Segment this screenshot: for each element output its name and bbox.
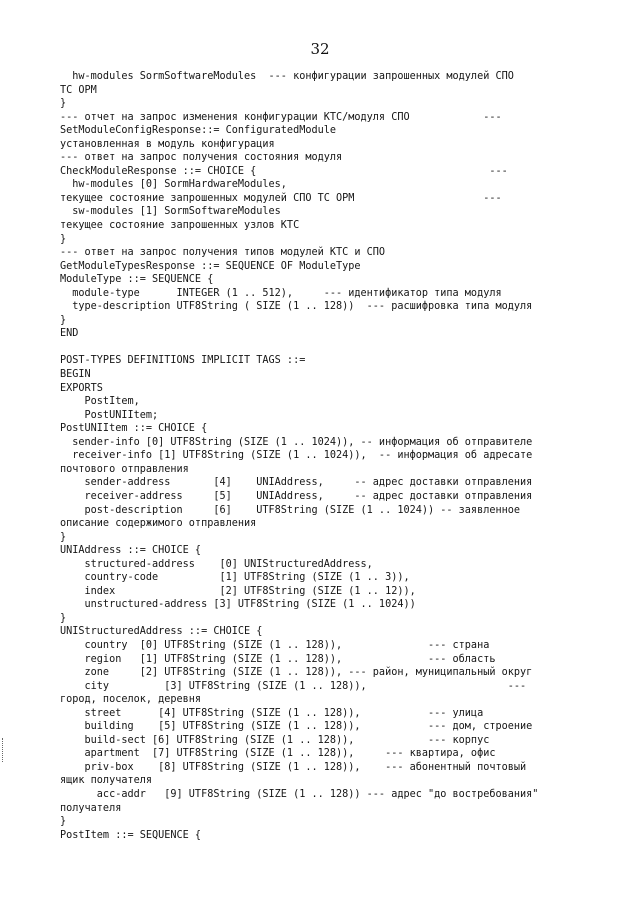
code-line: UNIAddress ::= CHOICE { [60,545,202,557]
code-line: } [60,612,67,624]
code-line: CheckModuleResponse ::= CHOICE { --- [60,165,508,177]
code-line: город, поселок, деревня [60,694,202,706]
code-line: BEGIN [60,369,91,381]
code-line: sender-address [4] UNIAddress, -- адрес доставки отправления [60,477,533,489]
code-line: module-type INTEGER (1 .. 512), --- идентификатор типа модуля [60,287,502,299]
code-line: получателя [60,802,122,814]
code-line: PostUNIItem; [60,409,159,421]
code-line: --- ответ на запрос получения типов модулей КТС и СПО [60,247,386,259]
code-line: country-code [1] UTF8String (SIZE (1 .. 3)), [60,572,410,584]
code-line: текущее состояние запрошенных модулей СПО ТС ОРМ --- [60,192,502,204]
code-line: apartment [7] UTF8String (SIZE (1 .. 128)), --- квартира, офис [60,748,496,760]
code-line: } [60,233,67,245]
code-line: receiver-address [5] UNIAddress, -- адрес доставки отправления [60,490,533,502]
code-line: ModuleType ::= SEQUENCE { [60,274,214,286]
code-line: ТС ОРМ [60,84,97,96]
code-line: текущее состояние запрошенных узлов КТС [60,220,300,232]
code-line: zone [2] UTF8String (SIZE (1 .. 128)), --- район, муниципальный округ [60,667,533,679]
margin-mark [2,738,9,762]
code-line: EXPORTS [60,382,103,394]
code-line: receiver-info [1] UTF8String (SIZE (1 .. 1024)), -- информация об адресате [60,450,533,462]
code-line: sender-info [0] UTF8String (SIZE (1 .. 1024)), -- информация об отправителе [60,436,533,448]
code-line: build-sect [6] UTF8String (SIZE (1 .. 128)), --- корпус [60,734,490,746]
code-line: type-description UTF8String ( SIZE (1 .. 128)) --- расшифровка типа модуля [60,301,533,313]
code-line: } [60,98,67,110]
code-line: country [0] UTF8String (SIZE (1 .. 128)), --- страна [60,639,490,651]
code-line: PostItem ::= SEQUENCE { [60,829,202,841]
code-line: POST-TYPES DEFINITIONS IMPLICIT TAGS ::= [60,355,306,367]
code-line: почтового отправления [60,463,189,475]
code-line: acc-addr [9] UTF8String (SIZE (1 .. 128)) --- адрес "до востребования" [60,788,539,800]
code-line: ящик получателя [60,775,153,787]
code-line: hw-modules [0] SormHardwareModules, [60,179,287,191]
code-line: priv-box [8] UTF8String (SIZE (1 .. 128)), --- абонентный почтовый [60,761,527,773]
code-line: index [2] UTF8String (SIZE (1 .. 12)), [60,585,416,597]
code-line: --- отчет на запрос изменения конфигурации КТС/модуля СПО --- [60,111,502,123]
code-line: PostItem, [60,396,140,408]
code-line: street [4] UTF8String (SIZE (1 .. 128)), --- улица [60,707,484,719]
code-line: установленная в модуль конфигурация [60,138,275,150]
code-line: city [3] UTF8String (SIZE (1 .. 128)), --- [60,680,527,692]
code-line: unstructured-address [3] UTF8String (SIZE (1 .. 1024)) [60,599,416,611]
page-number: 32 [310,40,330,58]
asn1-listing [60,70,630,842]
code-line: --- ответ на запрос получения состояния модуля [60,152,343,164]
code-line: } [60,531,67,543]
code-line: structured-address [0] UNIStructuredAddress, [60,558,373,570]
code-line [60,341,630,355]
code-line: building [5] UTF8String (SIZE (1 .. 128)), --- дом, строение [60,721,533,733]
code-line: UNIStructuredAddress ::= CHOICE { [60,626,263,638]
code-line: hw-modules SormSoftwareModules --- конфигурации запрошенных модулей СПО [60,71,514,82]
code-line: PostUNIItem ::= CHOICE { [60,423,208,435]
code-line: } [60,314,67,326]
code-line: region [1] UTF8String (SIZE (1 .. 128)), --- область [60,653,496,665]
code-line: sw-modules [1] SormSoftwareModules [60,206,281,218]
code-line: описание содержимого отправления [60,518,257,530]
code-line: post-description [6] UTF8String (SIZE (1 .. 1024)) -- заявленное [60,504,521,516]
code-line: } [60,816,67,828]
code-line: SetModuleConfigResponse::= ConfiguratedModule [60,125,337,137]
code-line: GetModuleTypesResponse ::= SEQUENCE OF ModuleType [60,260,361,272]
code-line: END [60,328,79,340]
